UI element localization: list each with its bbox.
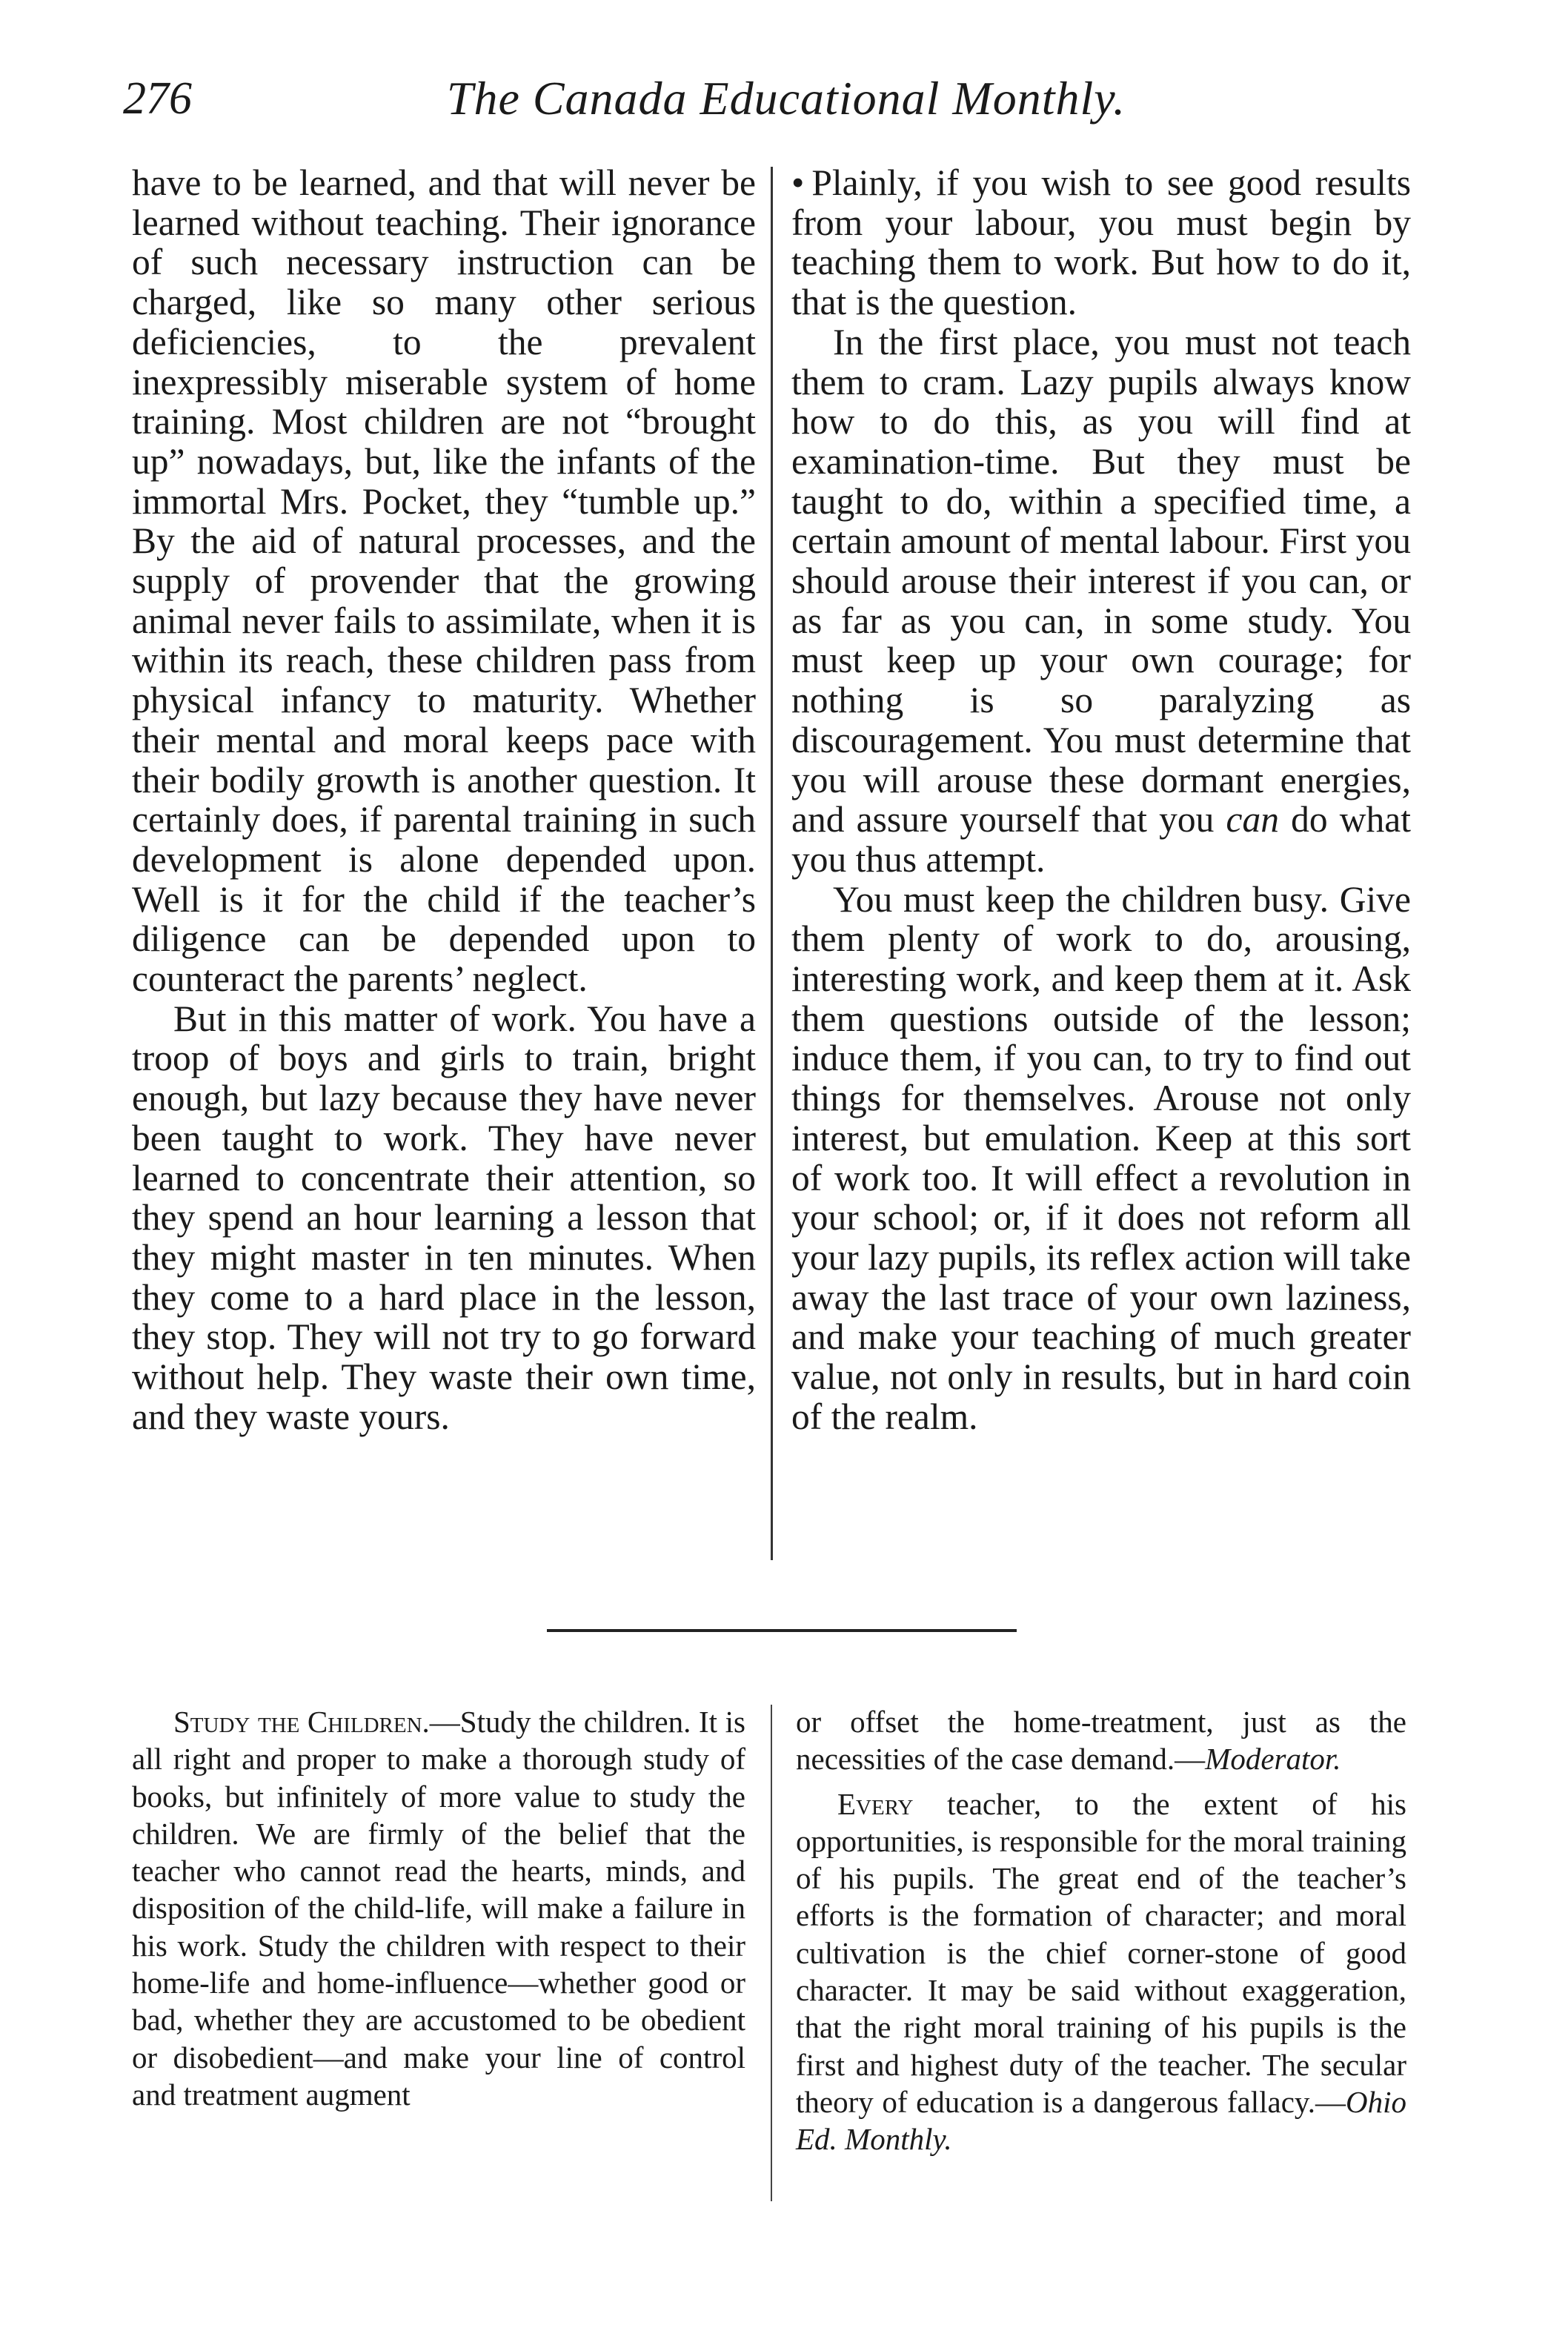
- page-header: [123, 65, 1449, 132]
- paragraph-text: In the first place, you must not teach them to cram. Lazy pupils always know how to do this, as you will find at examination-time. But they must be taught to do, within a specified time, a certain amount of mental labour. First you should arouse their interest if you can, or as far as you can, in some study. You must keep up your own courage; for nothing is so paralyzing as discouragement. You must determine that you will arouse these dormant energies, and assure yourself that you: [791, 321, 1411, 840]
- note-lead-word: Every: [837, 1786, 914, 1821]
- section-separator: [547, 1629, 1017, 1632]
- page-number: 276: [123, 73, 192, 124]
- paragraph: [791, 163, 1411, 322]
- paragraph-text: or offset the home-treatment, just as the necessities of the case demand.—: [796, 1705, 1406, 1777]
- column-rule: [771, 167, 773, 1560]
- paragraph: You must keep the children busy. Give them plenty of work to do, arousing, interesting work, and keep them at it. Ask them questions outside of the lesson; induce them, if you can, to try to find out things for themselves. Arouse not only interest, but emulation. Keep at this sort of work too. It will effect a revolution in your school; or, if it does not reform all your lazy pupils, its reflex action will take away the last trace of your own laziness, and make your teaching of much greater value, not only in results, but in hard coin of the realm.: [791, 878, 1411, 1437]
- paragraph: have to be learned, and that will never be learned without teaching. Their ignorance of such necessary instruction can be charged, like so many other serious deficiencies, to the prevalent inexpressibly miserable system of home training. Most children are not “brought up” nowadays, but, like the infants of the immortal Mrs. Pocket, they “tumble up.” By the aid of natural processes, and the supply of provender that the growing animal never fails to assimilate, when it is within its reach, these children pass from physical infancy to maturity. Whether their mental and moral keeps pace with their bodily growth is another question. It certainly does, if parental training in such development is alone depended upon. Well is it for the child if the teacher’s diligence can be depended upon to counteract the parents’ neglect.: [132, 162, 756, 1000]
- note-heading: Study the Children.: [173, 1705, 430, 1739]
- paragraph: [132, 1703, 745, 2113]
- source-citation: Ohio Ed. Monthly.: [796, 2084, 1406, 2157]
- paragraph-text: Plainly, if you wish to see good results from your labour, you must begin by teaching them to work. But how to do it, that is the question.: [791, 162, 1411, 323]
- paragraph: [796, 1785, 1406, 2158]
- paragraph: [796, 1703, 1406, 1778]
- upper-left-column: [132, 163, 756, 1437]
- source-citation: Moderator.: [1205, 1742, 1341, 1777]
- paragraph: But in this matter of work. You have a troop of boys and girls to train, bright enough, but lazy because they have never been taught to work. They have never learned to concentrate their attention, so they spend an hour learning a lesson that they might master in ten minutes. When they come to a hard place in the lesson, they stop. They will not try to go forward without help. They waste their own time, and they waste yours.: [132, 998, 756, 1437]
- paragraph-text: —Study the children. It is all right and proper to make a thorough study of books, but infinitely of more value to study the children. We are firmly of the belief that the teacher who cannot read the hearts, minds, and disposition of the child-life, will make a failure in his work. Study the children with respect to their home-life and home-influence—whether good or bad, whether they are accustomed to be obedient or disobedient—and make your line of control and treatment augment: [132, 1705, 745, 2112]
- column-rule: [771, 1705, 772, 2201]
- italic-word: can: [1226, 799, 1279, 840]
- upper-right-column: [791, 163, 1411, 1437]
- running-title: The Canada Educational Monthly.: [446, 72, 1126, 125]
- paragraph: [791, 322, 1411, 880]
- paragraph-text: do what you thus attempt.: [791, 799, 1411, 880]
- lower-right-column: [796, 1703, 1406, 2158]
- bullet-mark: •: [791, 162, 805, 203]
- paragraph-text: teacher, to the extent of his opportunities, is responsible for the moral training of his pupils. The great end of the teacher’s efforts is the formation of character; and moral cultivation is the chief corner-stone of good character. It may be said without exaggeration, that the right moral training of his pupils is the first and highest duty of the teacher. The secular theory of education is a dangerous fallacy.—: [796, 1786, 1406, 2119]
- lower-left-column: [132, 1703, 745, 2113]
